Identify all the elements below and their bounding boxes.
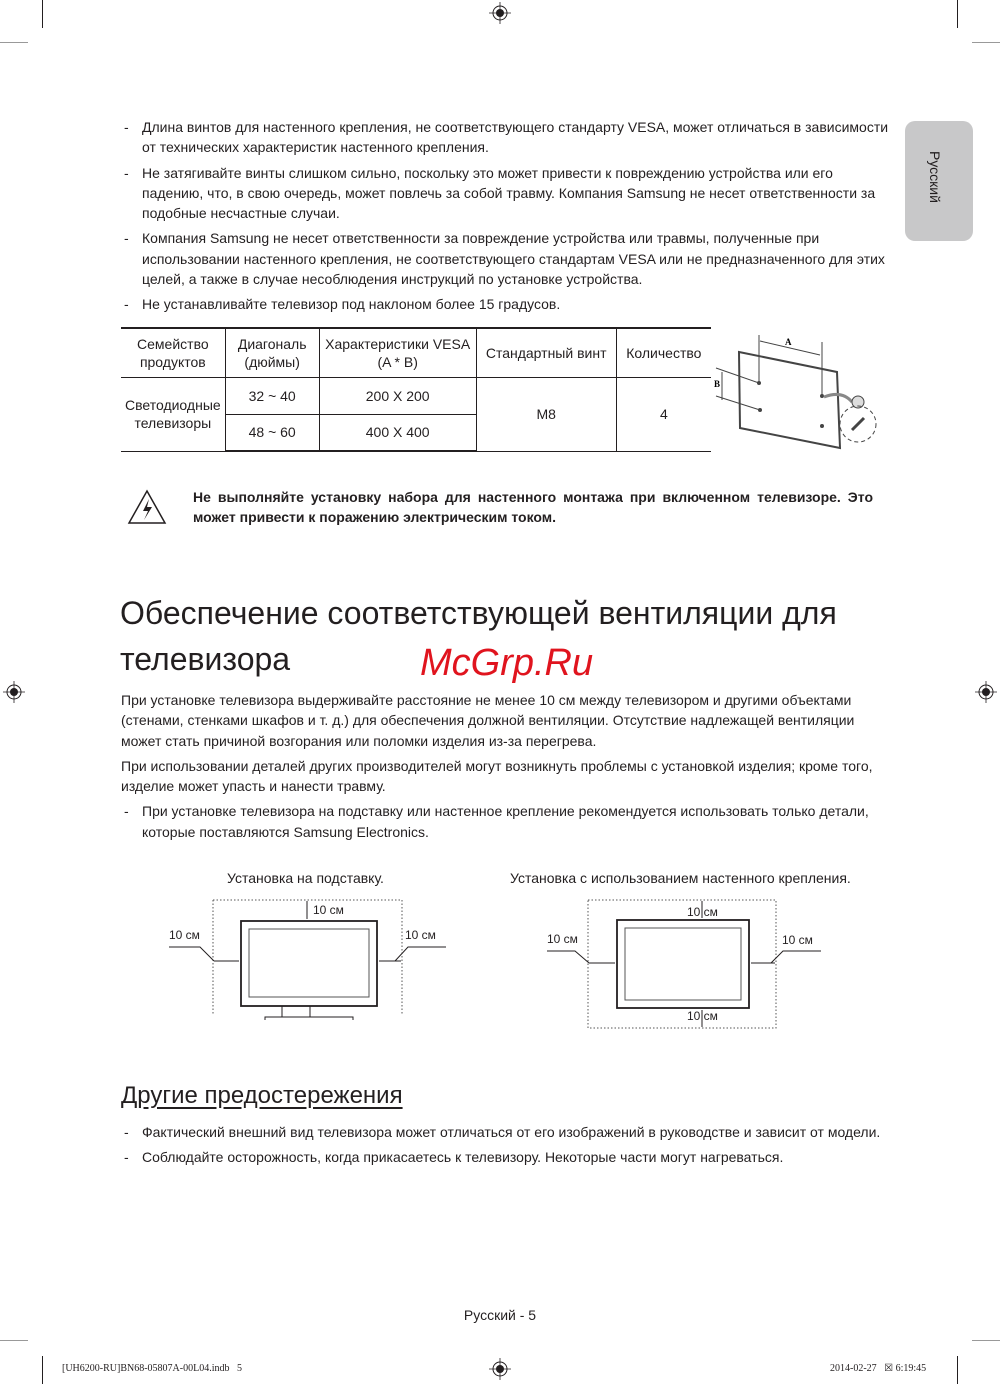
bullet: - Соблюдайте осторожность, когда прикасаетесь к телевизору. Некоторые части могут нагреваться. [121, 1147, 881, 1167]
bullet: - Не затягивайте винты слишком сильно, поскольку это может привести к повреждению устройства или его падению, что, в свою очередь, может повлечь за собой травму. Компания Samsung не несет ответственности за подобные несчастные случаи. [121, 163, 891, 224]
bullet: - При установке телевизора на подставку или настенное крепление рекомендуется использовать только детали, которые поставляются Samsung Electronics. [121, 801, 881, 842]
header-cell: Семейство продуктов [121, 328, 225, 377]
crop-mark [972, 42, 1000, 43]
distance-label: 10 см [313, 903, 344, 917]
language-tab: Русский [905, 121, 973, 241]
distance-label: 10 см [782, 933, 813, 947]
header-cell: Диагональ (дюймы) [225, 328, 319, 377]
intro-bullets [121, 117, 891, 320]
ventilation-bullets [121, 801, 881, 842]
diag-cell: 48 ~ 60 [225, 414, 319, 451]
registration-mark-icon [3, 681, 25, 703]
file-info: [UH6200-RU]BN68-05807A-00L04.indb 5 [62, 1363, 242, 1374]
distance-label: 10 см [687, 905, 718, 919]
ventilation-paragraph: При использовании деталей других производителей могут возникнуть проблемы с установкой изделия; кроме того, изделие может упасть и нанести травму. [121, 757, 873, 795]
other-precautions-heading: Другие предостережения [121, 1082, 403, 1109]
vesa-cell: 200 X 200 [319, 377, 476, 414]
bullet: - Длина винтов для настенного крепления, не соответствующего стандарту VESA, может отличаться в зависимости от технических характеристик настенного крепления. [121, 117, 891, 158]
crop-mark [42, 1356, 43, 1384]
other-bullets [121, 1122, 881, 1173]
stand-caption: Установка на подставку. [227, 870, 384, 886]
crop-mark [957, 0, 958, 28]
distance-label: 10 см [169, 928, 200, 942]
registration-mark-icon [975, 681, 997, 703]
vesa-mount-diagram [712, 330, 882, 450]
header-cell: Количество [616, 328, 711, 377]
distance-label: 10 см [687, 1009, 718, 1023]
print-date: 2014-02-27 ☒ 6:19:45 [830, 1363, 927, 1374]
page-number: Русский - 5 [463, 1307, 537, 1323]
vesa-cell: 400 X 400 [319, 414, 476, 451]
dimension-a-label: A [785, 337, 792, 347]
bullet: - Компания Samsung не несет ответственности за повреждение устройства или травмы, полученные при использовании настенного крепления, не соответствующего стандартам VESA или не предназначенного для этих целей, а также в случае несоблюдения инструкций по установке устройства. [121, 228, 891, 289]
bullet: - Фактический внешний вид телевизора может отличаться от его изображений в руководстве и зависит от модели. [121, 1122, 881, 1142]
diag-cell: 32 ~ 40 [225, 377, 319, 414]
crop-mark [957, 1356, 958, 1384]
ventilation-body [121, 690, 881, 847]
header-cell: Стандартный винт [476, 328, 616, 377]
crop-mark [42, 0, 43, 28]
distance-label: 10 см [547, 932, 578, 946]
wall-caption: Установка с использованием настенного крепления. [510, 870, 851, 886]
watermark: McGrp.Ru [420, 642, 594, 684]
screw-cell: M8 [476, 377, 616, 451]
vesa-table [121, 327, 711, 452]
registration-mark-icon [489, 2, 511, 24]
dimension-b-label: B [714, 379, 721, 389]
wall-mount-diagram [545, 895, 825, 1030]
crop-mark [0, 42, 28, 43]
ventilation-heading: Обеспечение соответствующей вентиляции для телевизора [120, 595, 837, 677]
crop-mark [972, 1340, 1000, 1341]
crop-mark [0, 1340, 28, 1341]
electric-warning-icon [127, 489, 167, 525]
ventilation-paragraph: При установке телевизора выдерживайте расстояние не менее 10 см между телевизором и другими объектами (стенами, стенками шкафов и т. д.) для обеспечения должной вентиляции. Отсутствие надлежащей вентиляции может стать причиной возгорания или поломки изделия из-за перегрева. [121, 692, 855, 749]
stand-diagram [165, 895, 450, 1020]
family-cell: Светодиодные телевизоры [121, 377, 225, 451]
bullet: - Не устанавливайте телевизор под наклоном более 15 градусов. [121, 294, 891, 314]
distance-label: 10 см [405, 928, 436, 942]
warning-text: Не выполняйте установку набора для настенного монтажа при включенном телевизоре. Это может привести к поражению электрическим током. [193, 489, 873, 526]
registration-mark-icon [489, 1358, 511, 1380]
header-cell: Характеристики VESA (A * B) [319, 328, 476, 377]
qty-cell: 4 [616, 377, 711, 451]
